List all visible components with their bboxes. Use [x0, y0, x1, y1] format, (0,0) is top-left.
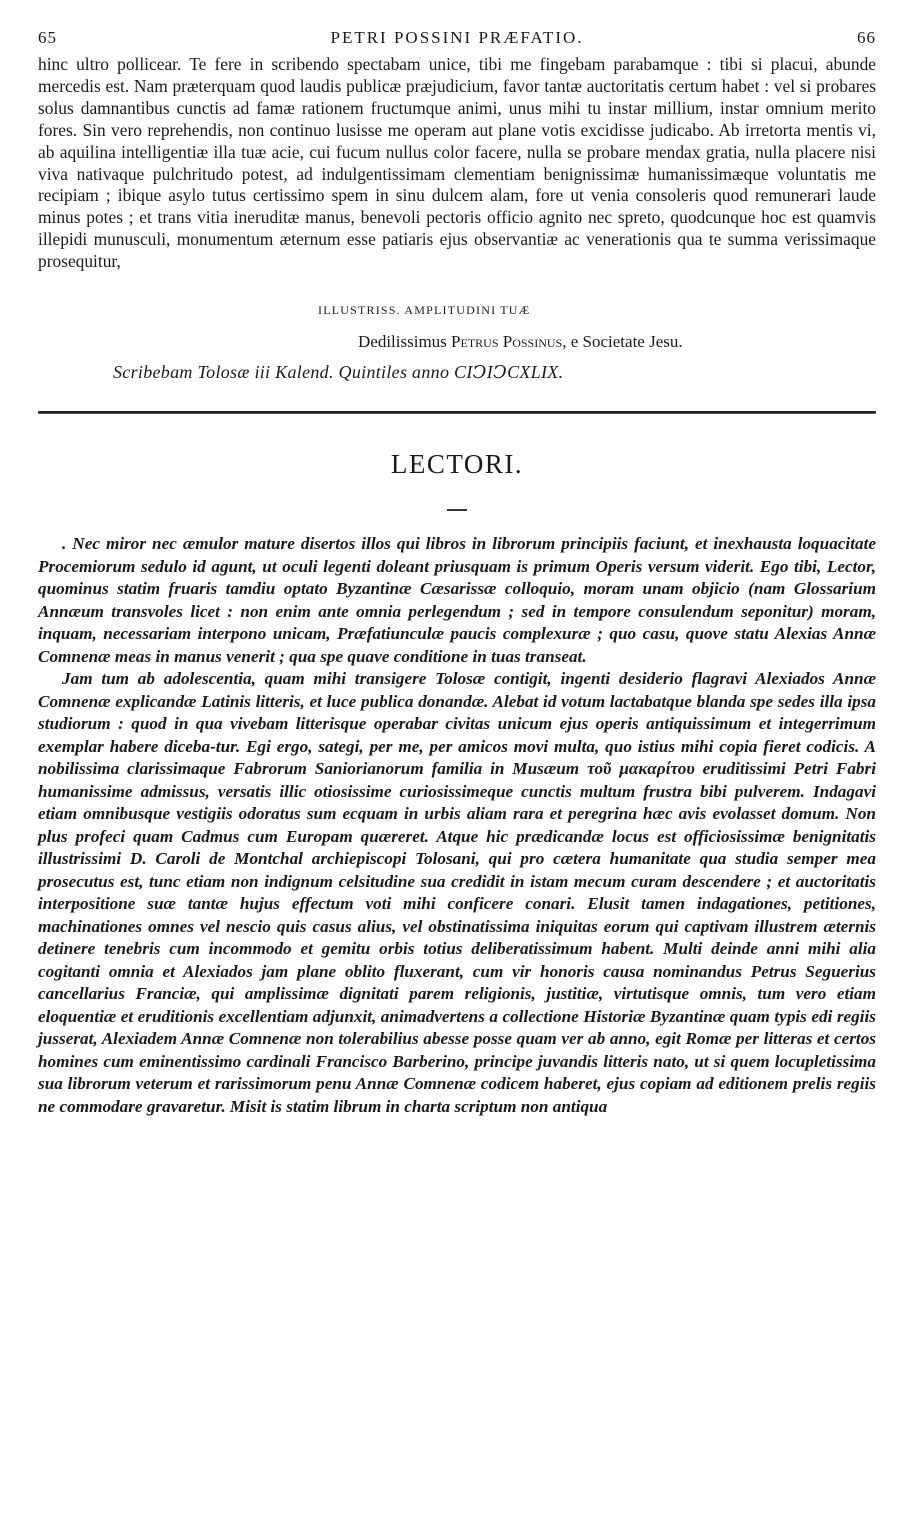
document-page [38, 28, 876, 1118]
dedication-closing: ILLUSTRISS. AMPLITUDINI TUÆ [318, 303, 531, 318]
lectori-paragraph-1: . Nec miror nec æmulor mature disertos illos qui libros in librorum principiis faciunt, et inexhausta loquacitate Procemiorum sedulo id agunt, ut oculi legenti doleant priusquam is primum Operis versum viderit. Ego tibi, Lector, quominus statim fruaris tamdiu optato Byzantinæ Cæsarissæ colloquio, moram unam objicio (nam Glossarium Annæum transvoles licet : non enim ante omnia perlegendum ; sed in tempore consulendum seponitur) moram, inquam, necessariam interpono unicam, Præfatiunculæ paucis complexuræ ; quo casu, quove statu Alexias Annæ Comnenæ meas in manus venerit ; qua spe quave conditione in tuas transeat. [38, 534, 876, 666]
page-number-right: 66 [857, 28, 876, 47]
signature-name: Petrus Possinus [451, 332, 563, 352]
dedication-paragraph: hinc ultro pollicear. Te fere in scribendo spectabam unice, tibi me fingebam parabamque : tibi si placui, abunde mercedis est. Nam præterquam quod laudis publicæ præjudicium, favor tantæ auctoritatis certum habet : vel si probares solus damnantibus cunctis ad famæ rationem fructumque animi, unus mihi tu instar millium, instar omnium merito fores. Sin vero reprehendis, non continuo lusisse me operam aut plane votis excidisse judicabo. Ab irretorta mentis vi, ab aquilina intelligentiæ illa tuæ acie, cui fucum nullus color facere, nulla se probare mendax gratia, nulla placere nisi viva nativaque pulchritudo potest, ad indulgentissimam clementiam benignissimæ humanissimæque voluntatis me recipiam ; ibique asylo tutus certissimo spem in sinu dulcem alam, fore ut venia consoleris quod remunerari laude minus potes ; et trans vitia ineruditæ manus, benevoli pectoris officio agnito nec spreto, quodcunque hoc est quamvis illepidi munusculi, monumentum æternum esse patiaris ejus observantiæ ac venerationis qua te summa verissimaque prosequitur, [38, 54, 876, 272]
signature-line [38, 332, 876, 352]
signature-prefix: Dedilissimus [358, 332, 452, 352]
signature-suffix: , e Societate Jesu. [562, 332, 683, 352]
title-ornament-rule [447, 509, 467, 511]
lectori-body [38, 533, 876, 1118]
dateline: Scribebam Tolosæ iii Kalend. Quintiles anno CIↃIↃCXLIX. [113, 362, 564, 383]
section-title: LECTORI. [390, 449, 524, 480]
section-divider [38, 411, 876, 413]
page-number-left: 65 [38, 28, 57, 47]
dedication-block [38, 54, 876, 273]
running-header [38, 28, 876, 52]
running-title: PETRI POSSINI PRÆFATIO. [330, 28, 584, 47]
lectori-paragraph-2: Jam tum ab adolescentia, quam mihi transigere Tolosæ contigit, ingenti desiderio flagravi Alexiados Annæ Comnenæ explicandæ Latinis litteris, et luce publica donandæ. Alebat id votum lactabatque blanda spe sedes illa ipsa studiorum : quod in qua vivebam litterisque operabar civitas unicum ejus operis antiquissimum et integerrimum exemplar habere diceba-tur. Egi ergo, sategi, per me, per amicos movi multa, quo istius mihi copia fieret codicis. A nobilissima clarissimaque Fabrorum Saniorianorum familia in Musæum τοῦ μακαρίτου eruditissimi Petri Fabri humanissime admissus, versatis illic otiosissime curiosissimeque cunctis multum frustra bibi pulverem. Indagavi etiam omnibusque vestigiis odoratus sum ecquam in urbis aliam rara et peregrina hæc avis evolasset domum. Non plus profeci quam Cadmus cum Europam quæreret. Atque hic prædicandæ locus est officiosissimæ benignitatis illustrissimi D. Caroli de Montchal archiepiscopi Tolosani, qui pro cætera humanitate qua studia semper mea prosecutus est, tunc etiam non indignum celsitudine sua credidit in istam mecum curam descendere ; et auctoritatis interpositione suæ tantæ hujus effectum voti mihi conficere conari. Elusit tamen indagationes, petitiones, machinationes omnes vel nescio quis casus alius, vel obstinatissima iniquitas eorum qui captivam illustrem æternis detinere tenebris cum incommodo et gemitu orbis totius deliberatissimum habent. Multi deinde anni mihi alia cogitanti omnia et Alexiados jam plane oblito fluxerant, cum vir honoris causa nominandus Petrus Seguerius cancellarius Franciæ, qui amplissimæ dignitati parem religionis, justitiæ, virtutisque omnis, tum vero etiam eloquentiæ et eruditionis excellentiam adjunxit, animadvertens a collectione Historiæ Byzantinæ quam typis edi regiis jusserat, Alexiadem Annæ Comnenæ non tolerabilius abesse posse quam ver ab anno, egit Romæ per litteras et certos homines cum eminentissimo cardinali Francisco Barberino, principe juvandis litteris nato, ut si quem locupletissima sua librorum veterum et rarissimorum penu Annæ Comnenæ codicem haberet, ejus copiam ad editionem prelis regiis ne commodare gravaretur. Misit is statim librum in charta scriptum non antiqua [38, 669, 876, 1116]
